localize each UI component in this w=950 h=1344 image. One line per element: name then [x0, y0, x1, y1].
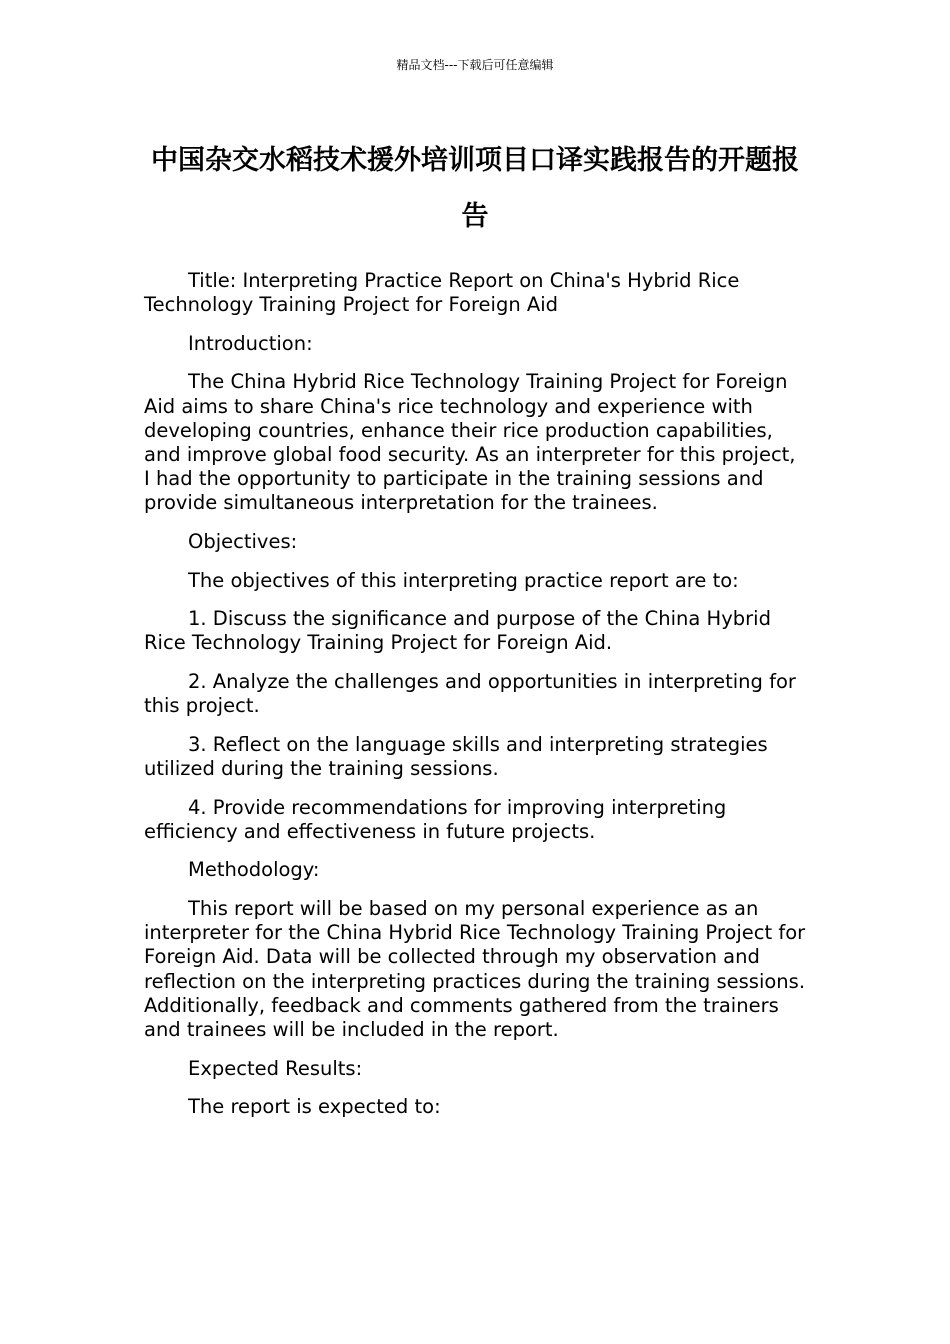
heading-expected-results: Expected Results:: [188, 1056, 363, 1080]
document-body: [144, 269, 806, 1134]
paragraph-introduction: The China Hybrid Rice Technology Training Project for Foreign Aid aims to share China's rice technology and experience with developing countries, enhance their rice production capabilities, and improve global food security. As an interpreter for this project, I had the opportunity to participate in the training sessions and provide simultaneous interpretation for the trainees.: [144, 370, 796, 515]
heading-methodology: Methodology:: [188, 858, 320, 882]
objective-item-3: 3. Reflect on the language skills and interpreting strategies utilized during the training sessions.: [144, 732, 768, 780]
paragraph-objectives-intro: The objectives of this interpreting practice report are to:: [188, 568, 739, 592]
objective-item-4: 4. Provide recommendations for improving interpreting efficiency and effectiveness in future projects.: [144, 795, 727, 843]
document-title: 中国杂交水稻技术援外培训项目口译实践报告的开题报告: [151, 145, 799, 232]
paragraph-title-line: Title: Interpreting Practice Report on China's Hybrid Rice Technology Training Project for Foreign Aid: [144, 269, 740, 317]
objective-item-1: 1. Discuss the significance and purpose of the China Hybrid Rice Technology Training Project for Foreign Aid.: [144, 607, 771, 655]
objective-item-2: 2. Analyze the challenges and opportunities in interpreting for this project.: [144, 669, 796, 718]
heading-introduction: Introduction:: [188, 331, 313, 355]
header-note: 精品文档---下载后可任意编辑: [396, 58, 554, 72]
paragraph-expected-results: The report is expected to:: [188, 1095, 441, 1119]
heading-objectives: Objectives:: [188, 530, 298, 553]
paragraph-methodology: This report will be based on my personal experience as an interpreter for the China Hybrid Rice Technology Training Project for Foreign Aid. Data will be collected through my observation and reflection on the interpreting practices during the training sessions. Additionally, feedback and comments gathered from the trainers and trainees will be included in the report.: [144, 896, 806, 1041]
